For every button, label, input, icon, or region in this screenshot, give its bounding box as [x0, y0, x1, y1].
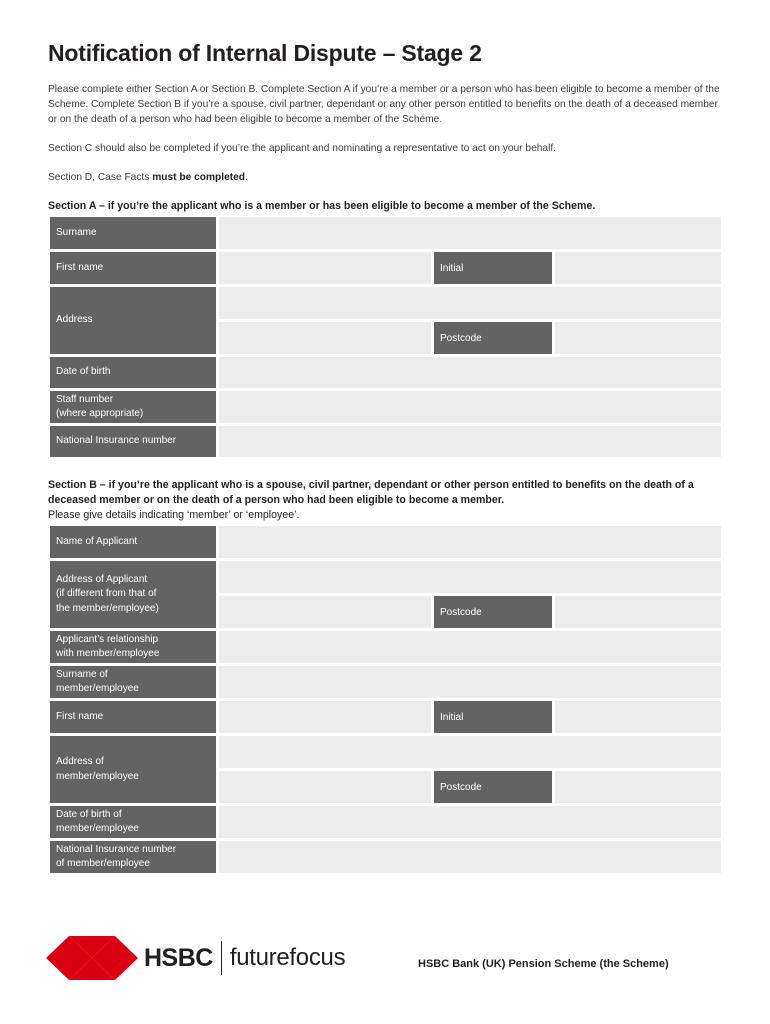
rel-line-1: Applicant’s relationship: [56, 633, 159, 645]
app-address-line-1: Address of Applicant: [56, 573, 148, 585]
section-b-form: [50, 526, 721, 876]
label-postcode: Postcode: [434, 322, 552, 354]
row-member-address: [50, 736, 721, 803]
scheme-name: HSBC Bank (UK) Pension Scheme (the Scheme): [418, 958, 669, 970]
logo-divider: [221, 941, 222, 975]
member-first-name-field[interactable]: [219, 701, 431, 733]
section-b-heading: [48, 478, 723, 523]
intro-p3-text: Section D, Case Facts: [48, 172, 153, 183]
label-surname: Surname: [50, 217, 216, 249]
member-initial-field[interactable]: [555, 701, 721, 733]
applicant-postcode-field[interactable]: [555, 596, 721, 628]
postcode-field[interactable]: [555, 322, 721, 354]
section-b-title: Section B – if you’re the applicant who is a spouse, civil partner, dependant or other person entitled to benefits on the death of a deceased member or on the death of a person who had been eligible to become a member.: [48, 479, 694, 506]
row-member-surname: [50, 666, 721, 698]
row-name-of-applicant: [50, 526, 721, 558]
applicant-address-line-1-field[interactable]: [219, 561, 721, 593]
dob-field[interactable]: [219, 357, 721, 388]
first-name-field[interactable]: [219, 252, 431, 284]
member-postcode-field[interactable]: [555, 771, 721, 803]
sur-line-1: Surname of: [56, 668, 108, 680]
applicant-address-line-2-field[interactable]: [219, 596, 431, 628]
label-member-initial: Initial: [434, 701, 552, 733]
intro-p3-emphasis: must be completed: [152, 172, 246, 183]
initial-field[interactable]: [555, 252, 721, 284]
row-member-first-name: [50, 701, 721, 733]
mem-dob-line-2: member/employee: [56, 823, 139, 834]
label-name-of-applicant: Name of Applicant: [50, 526, 216, 558]
row-member-dob: [50, 806, 721, 838]
member-address-line-1-field[interactable]: [219, 736, 721, 768]
label-member-dob: [50, 806, 216, 838]
member-first-name-group: [216, 701, 721, 733]
mem-address-line-2: member/employee: [56, 770, 139, 782]
label-ni: National Insurance number: [50, 426, 216, 457]
intro-paragraph-3: [48, 170, 723, 185]
sur-line-2: member/employee: [56, 683, 139, 694]
section-a-heading: Section A – if you’re the applicant who is a member or has been eligible to become a member of the Scheme.: [48, 200, 596, 212]
label-applicant-postcode: Postcode: [434, 596, 552, 628]
label-initial: Initial: [434, 252, 552, 284]
intro-paragraph-1: Please complete either Section A or Section B. Complete Section A if you’re a member or a person who has been eligible to become a member of the Scheme. Complete Section B if you’re a spouse, civil partner, dependant or any other person entitled to benefits on the death of a deceased member or on the death of a person who had been eligible to become a member of the Scheme.: [48, 84, 720, 125]
rel-line-2: with member/employee: [56, 648, 160, 659]
member-surname-field[interactable]: [219, 666, 721, 698]
hsbc-logo: [46, 936, 345, 980]
label-member-ni: [50, 841, 216, 873]
label-member-first-name: First name: [50, 701, 216, 733]
mem-dob-line-1: Date of birth of: [56, 808, 122, 820]
applicant-address-group: [219, 561, 721, 628]
label-member-postcode: Postcode: [434, 771, 552, 803]
label-address: Address: [50, 287, 216, 354]
hsbc-hexagon-icon: [46, 936, 138, 980]
row-dob: [50, 357, 721, 388]
section-b-note: Please give details indicating ‘member’ or ‘employee’.: [48, 509, 300, 521]
relationship-field[interactable]: [219, 631, 721, 663]
row-member-ni: [50, 841, 721, 873]
staff-label-line-2: (where appropriate): [56, 408, 144, 419]
product-name: futurefocus: [229, 944, 346, 971]
address-line-2-field[interactable]: [219, 322, 431, 354]
staff-label-line-1: Staff number: [56, 393, 114, 405]
intro-paragraph-2: Section C should also be completed if you’re the applicant and nominating a representative to act on your behalf.: [48, 143, 556, 154]
member-address-line-2-field[interactable]: [219, 771, 431, 803]
brand-name: HSBC: [144, 943, 213, 972]
label-member-address: [50, 736, 216, 803]
page-title: Notification of Internal Dispute – Stage 2: [48, 40, 482, 66]
label-relationship: [50, 631, 216, 663]
app-address-line-3: the member/employee): [56, 602, 159, 614]
label-dob: Date of birth: [50, 357, 216, 388]
mem-ni-line-2: of member/employee: [56, 858, 150, 869]
first-name-group: [216, 252, 721, 284]
member-ni-field[interactable]: [219, 841, 721, 873]
mem-address-line-1: Address of: [56, 756, 104, 767]
row-ni: [50, 426, 721, 457]
address-line-1-field[interactable]: [219, 287, 721, 319]
member-address-group: [219, 736, 721, 803]
intro-p3-end: .: [245, 172, 248, 183]
label-staff-number: [50, 391, 216, 423]
section-a-form: [50, 217, 721, 460]
applicant-name-field[interactable]: [219, 526, 721, 558]
surname-field[interactable]: [219, 217, 721, 249]
row-applicant-address: [50, 561, 721, 628]
mem-ni-line-1: National Insurance number: [56, 843, 177, 855]
staff-number-field[interactable]: [219, 391, 721, 423]
label-applicant-address: [50, 561, 216, 628]
app-address-line-2: (if different from that of: [56, 588, 157, 600]
member-dob-field[interactable]: [219, 806, 721, 838]
address-group: [219, 287, 721, 354]
label-member-surname: [50, 666, 216, 698]
label-first-name: First name: [50, 252, 216, 284]
row-first-name: [50, 252, 721, 284]
ni-field[interactable]: [219, 426, 721, 457]
row-staff-number: [50, 391, 721, 423]
row-relationship: [50, 631, 721, 663]
row-surname: [50, 217, 721, 249]
row-address: [50, 287, 721, 354]
